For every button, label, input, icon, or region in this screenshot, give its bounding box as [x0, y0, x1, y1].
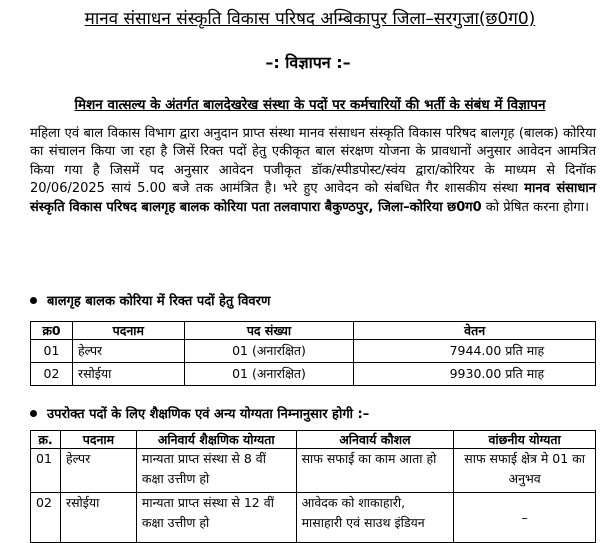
col-education: अनिवार्य शैक्षणिक योग्यता: [136, 431, 296, 449]
row-count: 01 (अनारक्षित): [184, 363, 354, 386]
bullet-icon: [30, 410, 37, 417]
qualification-table: [30, 430, 596, 543]
section-vacancy-heading: [30, 291, 270, 309]
salary-unit: प्रति माह: [505, 366, 545, 381]
row-post: रसोईया: [72, 363, 184, 386]
advertisement-heading: मिशन वात्सल्य के अंतर्गत बालदेखरेख संस्था के पदों पर कर्मचारियों की भर्ती के संबंध में विज्ञापन: [74, 97, 546, 113]
advertisement-label: –: विज्ञापन :–: [265, 53, 351, 72]
table-row: [31, 340, 596, 363]
table-row: [31, 363, 596, 386]
row-salary: [354, 340, 596, 363]
row-post: हेल्पर: [72, 340, 184, 363]
row-desirable: साफ सफाई क्षेत्र मे 01 का अनुभव: [454, 449, 596, 493]
col-post: पदनाम: [72, 322, 184, 340]
row-desirable: –: [454, 493, 596, 543]
bullet-icon: [30, 297, 37, 304]
salary-amount: 7944.00: [449, 343, 502, 358]
salary-unit: प्रति माह: [505, 343, 545, 358]
row-education: मान्यता प्राप्त संस्था से 12 वीं कक्षा उत्तीण हो: [136, 493, 296, 543]
organization-title: मानव संसाधन संस्कृति विकास परिषद अम्बिकापुर जिला–सरगुजा(छ0ग0): [84, 9, 536, 29]
vacancy-table: [30, 321, 596, 386]
col-sno: क्र.: [31, 431, 61, 449]
section-qualification-title: उपरोक्त पदों के लिए शैक्षणिक एवं अन्य योग्यता निम्नानुसार होगी :–: [47, 407, 370, 422]
col-count: पद संख्या: [184, 322, 354, 340]
row-post: रसोईया: [60, 493, 136, 543]
row-education: मान्यता प्राप्त संस्था से 8 वीं कक्षा उत्तीण हो: [136, 449, 296, 493]
row-post: हेल्पर: [60, 449, 136, 493]
intro-text-end: को प्रेषित करना होगा।: [481, 199, 589, 215]
table-row: [31, 449, 596, 493]
vacancy-table-header: [31, 322, 596, 340]
row-salary: [354, 363, 596, 386]
row-sno: 02: [31, 363, 73, 386]
row-skill: साफ सफाई का काम आता हो: [296, 449, 454, 493]
table-row: [31, 493, 596, 543]
col-desirable: वांछनीय योग्यता: [454, 431, 596, 449]
salary-amount: 9930.00: [449, 366, 502, 381]
col-post: पदनाम: [60, 431, 136, 449]
row-sno: 02: [31, 493, 61, 543]
row-count: 01 (अनारक्षित): [184, 340, 354, 363]
intro-text-start: महिला एवं बाल विकास विभाग द्वारा अनुदान प्राप्त संस्था मानव संसाधन संस्कृति विकास परिषद बालगृह (बालक) कोरिया का संचालन किया जा रहा है जिसें रिक्त पदों हेतु एकीकृत बाल संरक्षण योजना के प्रावधानों अनुसार आवेदन आमत्रित किया गया है जिसमें पद अनुसार आवेदन पजीकृत डॉक/स्पीडपोस्ट/स्वंय द्वारा/कोरियर के माध्यम से दिनॉक 20/06/2025 सायं 5.00 बजे तक आमंत्रित है। भरे हुए आवेदन को संबधित गैर शासकीय संस्था: [30, 126, 596, 197]
row-sno: 01: [31, 340, 73, 363]
col-salary: वेतन: [354, 322, 596, 340]
qualification-table-header: [31, 431, 596, 449]
section-vacancy-title: बालगृह बालक कोरिया में रिक्त पदों हेतु विवरण: [47, 294, 271, 309]
intro-address-bold: मानव संसाधान संस्कृति विकास परिषद बालगृह बालक कोरिया पता तलवापारा बैकुण्ठपुर, जिला–कोरिया छ0ग0: [30, 181, 597, 215]
section-qualification-heading: [30, 404, 369, 422]
intro-paragraph: [30, 125, 596, 217]
col-sno: क्र0: [31, 322, 73, 340]
row-skill: आवेदक को शाकाहारी, मासाहारी एवं साउथ इंडियन: [296, 493, 454, 543]
row-sno: 01: [31, 449, 61, 493]
col-skill: अनिवार्य कौशल: [296, 431, 454, 449]
